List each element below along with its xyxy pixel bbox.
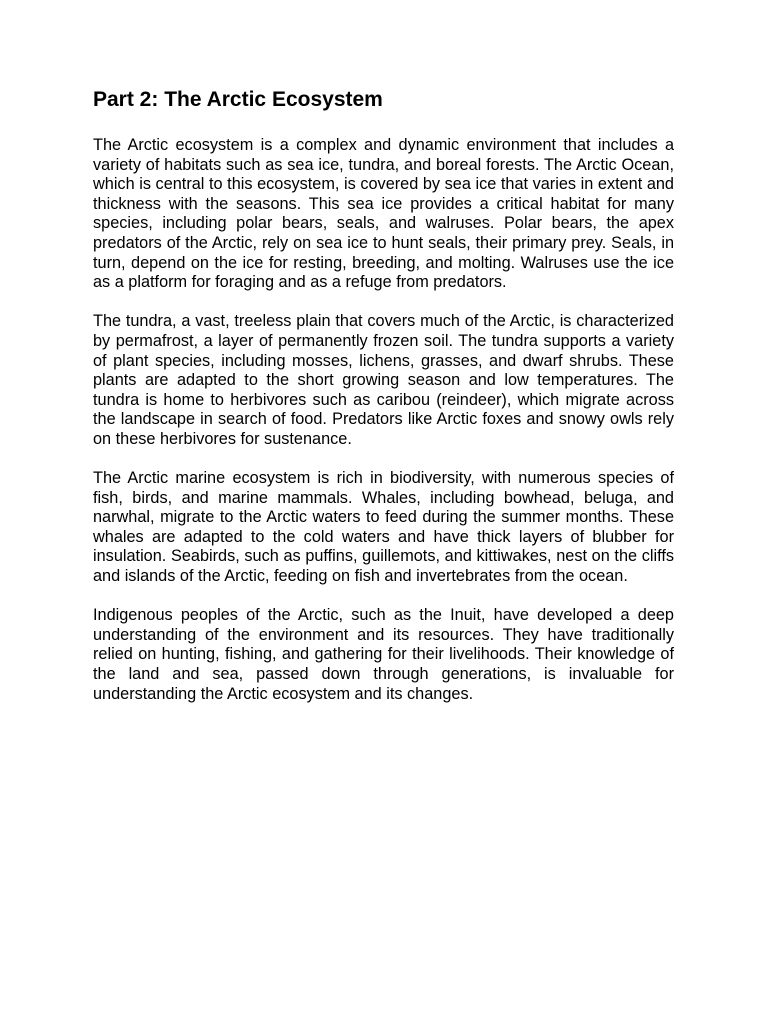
paragraph-indigenous: Indigenous peoples of the Arctic, such as the Inuit, have developed a deep understanding of the environment and its resources. They have traditionally relied on hunting, fishing, and gathering for their livelihoods. Their knowledge of the land and sea, passed down through generations, is invaluable for understanding the Arctic ecosystem and its changes. xyxy=(93,606,674,703)
page-title: Part 2: The Arctic Ecosystem xyxy=(93,88,383,111)
paragraph-sea-ice: The Arctic ecosystem is a complex and dynamic environment that includes a variety of habitats such as sea ice, tundra, and boreal forests. The Arctic Ocean, which is central to this ecosystem, is covered by sea ice that varies in extent and thickness with the seasons. This sea ice provides a critical habitat for many species, including polar bears, seals, and walruses. Polar bears, the apex predators of the Arctic, rely on sea ice to hunt seals, their primary prey. Seals, in turn, depend on the ice for resting, breeding, and molting. Walruses use the ice as a platform for foraging and as a refuge from predators. xyxy=(93,136,674,292)
paragraph-marine: The Arctic marine ecosystem is rich in biodiversity, with numerous species of fish, birds, and marine mammals. Whales, including bowhead, beluga, and narwhal, migrate to the Arctic waters to feed during the summer months. These whales are adapted to the cold waters and have thick layers of blubber for insulation. Seabirds, such as puffins, guillemots, and kittiwakes, nest on the cliffs and islands of the Arctic, feeding on fish and invertebrates from the ocean. xyxy=(93,469,674,586)
document-page xyxy=(93,86,674,724)
paragraph-tundra: The tundra, a vast, treeless plain that covers much of the Arctic, is characterized by permafrost, a layer of permanently frozen soil. The tundra supports a variety of plant species, including mosses, lichens, grasses, and dwarf shrubs. These plants are adapted to the short growing season and low temperatures. The tundra is home to herbivores such as caribou (reindeer), which migrate across the landscape in search of food. Predators like Arctic foxes and snowy owls rely on these herbivores for sustenance. xyxy=(93,312,674,448)
